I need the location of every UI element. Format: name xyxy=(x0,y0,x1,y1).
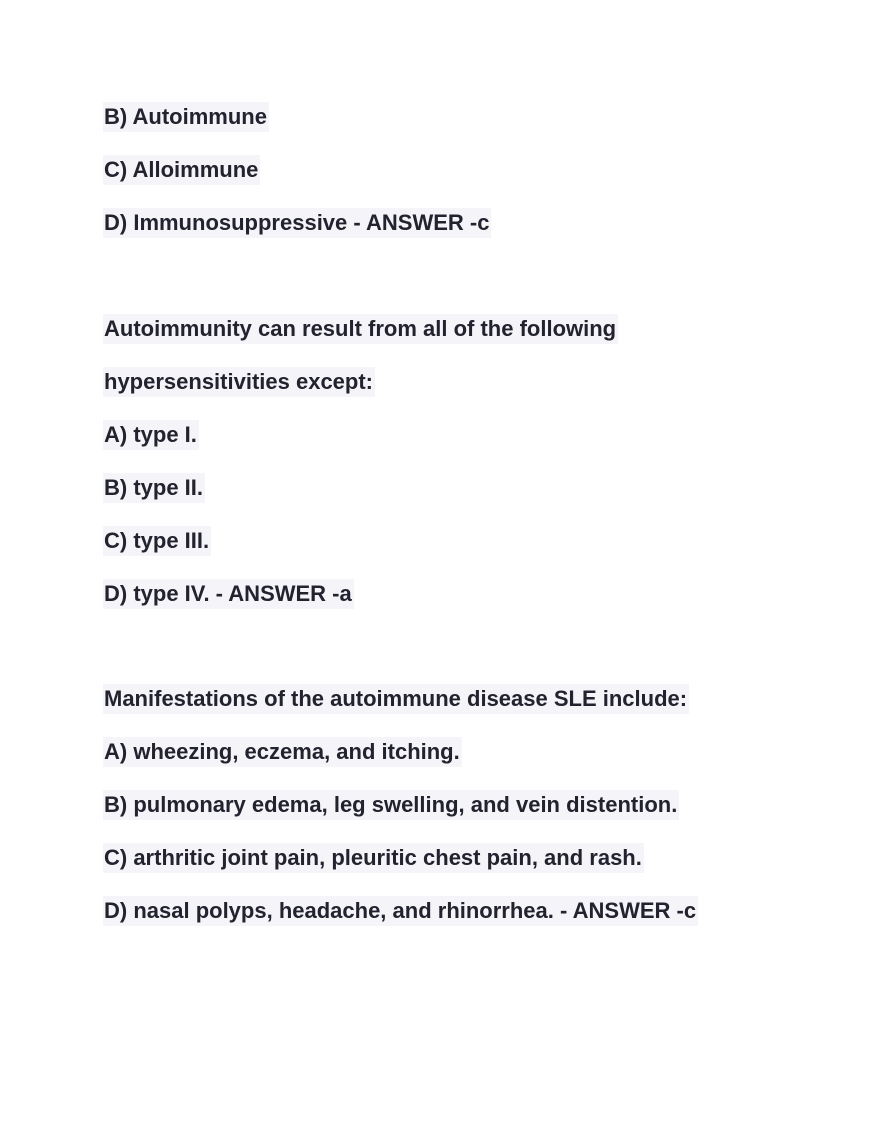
option-d-immunosuppressive-answer: D) Immunosuppressive - ANSWER -c xyxy=(103,208,491,238)
question-autoimmunity-line2: hypersensitivities except: xyxy=(103,367,375,397)
option-a-type-i: A) type I. xyxy=(103,420,199,450)
option-d-type-iv-answer: D) type IV. - ANSWER -a xyxy=(103,579,354,609)
option-c-arthritic-joint-pain: C) arthritic joint pain, pleuritic chest pain, and rash. xyxy=(103,843,644,873)
question-sle-manifestations: Manifestations of the autoimmune disease SLE include: xyxy=(103,684,689,714)
option-d-nasal-polyps-answer: D) nasal polyps, headache, and rhinorrhea. - ANSWER -c xyxy=(103,896,698,926)
option-c-alloimmune: C) Alloimmune xyxy=(103,155,260,185)
option-b-pulmonary-edema: B) pulmonary edema, leg swelling, and vein distention. xyxy=(103,790,679,820)
option-c-type-iii: C) type III. xyxy=(103,526,211,556)
option-b-type-ii: B) type II. xyxy=(103,473,205,503)
question-autoimmunity-line1: Autoimmunity can result from all of the following xyxy=(103,314,618,344)
option-a-wheezing: A) wheezing, eczema, and itching. xyxy=(103,737,462,767)
option-b-autoimmune: B) Autoimmune xyxy=(103,102,269,132)
